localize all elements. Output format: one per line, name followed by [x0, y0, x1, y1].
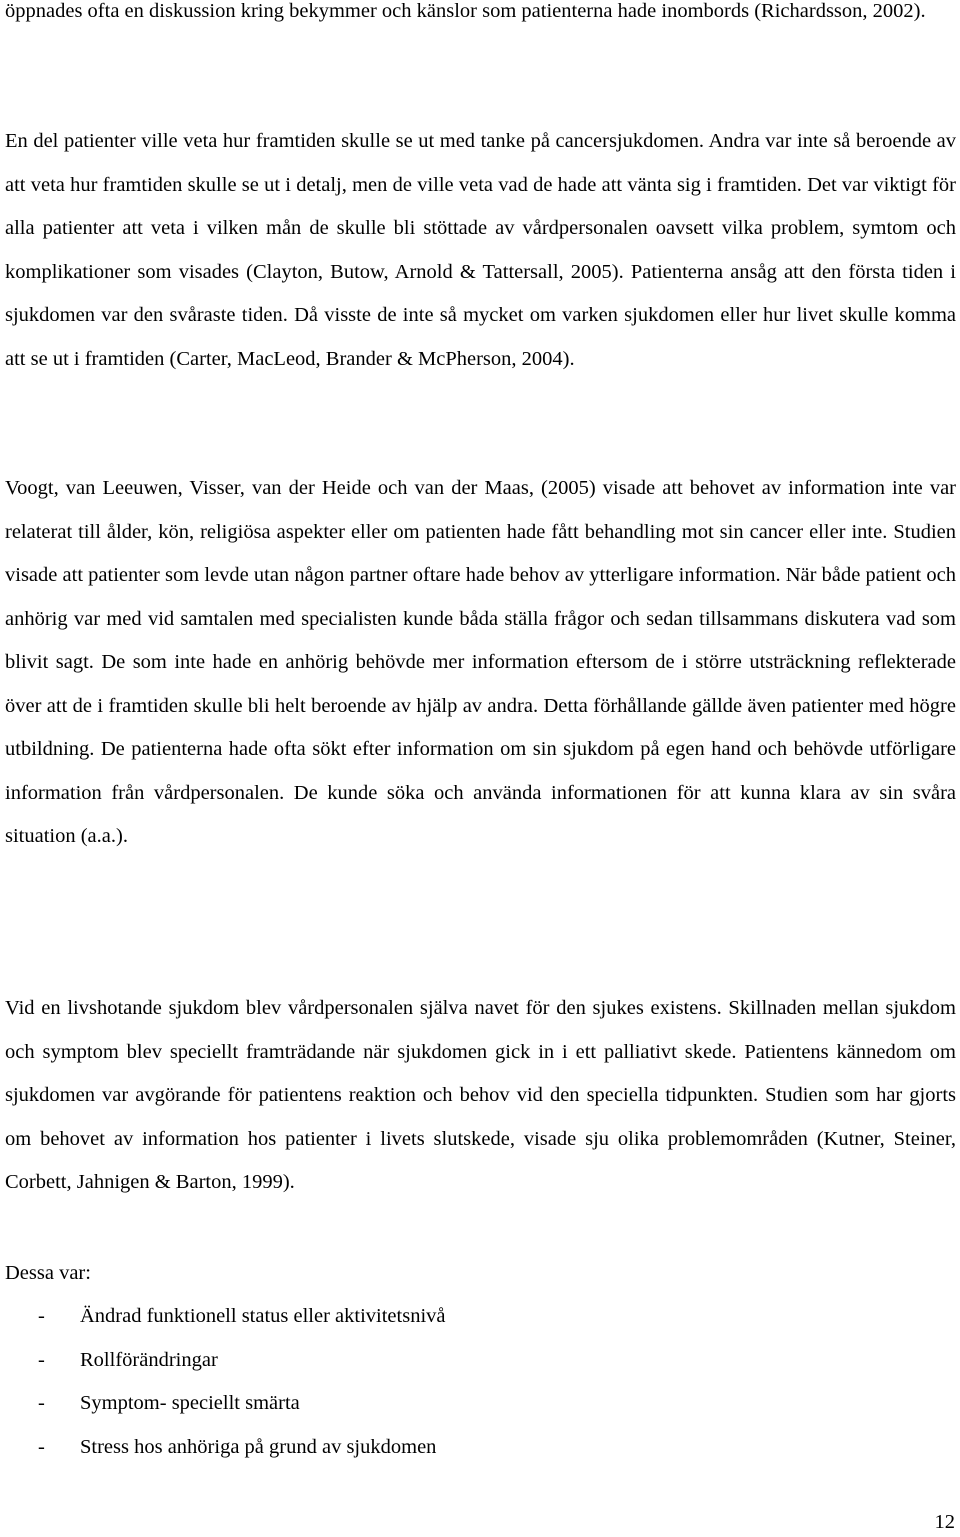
list-item: [0, 1382, 446, 1426]
list-item-text: Rollförändringar: [80, 1348, 218, 1371]
list-dash: -: [38, 1392, 45, 1414]
paragraph-life-threatening-illness: Vid en livshotande sjukdom blev vårdpersonalen själva navet för den sjukes existens. Skillnaden mellan sjukdom och symptom blev speciellt framträdande när sjukdomen gick in i ett palliativt skede. Patientens kännedom om sjukdomen var avgörande för patientens reaktion och behov vid den speciella tidpunkten. Studien som har gjorts om behovet av information hos patienter i livets slutskede, visade sju olika problemområden (Kutner, Steiner, Corbett, Jahnigen & Barton, 1999).: [5, 997, 956, 1193]
paragraph-information-needs: Voogt, van Leeuwen, Visser, van der Heide och van der Maas, (2005) visade att behovet av information inte var relaterat till ålder, kön, religiösa aspekter eller om patienten hade fått behandling mot sin cancer eller inte. Studien visade att patienter som levde utan någon partner oftare hade behov av ytterligare information. När både patient och anhörig var med vid samtalen med specialisten kunde båda ställa frågor och sedan tillsammans diskutera vad som blivit sagt. De som inte hade en anhörig behövde mer information eftersom de i större utsträckning reflekterade över att de i framtiden skulle bli helt beroende av hjälp av andra. Detta förhållande gällde även patienter med högre utbildning. De patienterna hade ofta sökt efter information om sin sjukdom på egen hand och behövde utförligare information från vårdpersonalen. De kunde söka och använda informationen för att kunna klara av sin svåra situation (a.a.).: [5, 477, 956, 847]
list-item-text: Symptom- speciellt smärta: [80, 1392, 300, 1414]
list-dash: -: [38, 1305, 45, 1327]
list-intro: Dessa var:: [5, 1262, 91, 1284]
list-item-text: Stress hos anhöriga på grund av sjukdomen: [80, 1435, 437, 1458]
list-dash: -: [38, 1435, 45, 1458]
list-item: [0, 1295, 446, 1339]
list-item: [0, 1426, 446, 1470]
paragraph-future-outlook: En del patienter ville veta hur framtiden skulle se ut med tanke på cancersjukdomen. Andra var inte så beroende av att veta hur framtiden skulle se ut i detalj, men de ville veta vad de hade att vänta sig i framtiden. Det var viktigt för alla patienter att veta i vilken mån de skulle bli stöttade av vårdpersonalen oavsett vilka problem, symtom och komplikationer som visades (Clayton, Butow, Arnold & Tattersall, 2005). Patienterna ansåg att den första tiden i sjukdomen var den svåraste tiden. Då visste de inte så mycket om varken sjukdomen eller hur livet skulle komma att se ut i framtiden (Carter, MacLeod, Brander & McPherson, 2004).: [5, 130, 956, 370]
page-number: 12: [934, 1511, 955, 1533]
list-item: [0, 1339, 446, 1383]
paragraph-continuation: öppnades ofta en diskussion kring bekymmer och känslor som patienterna hade inombords (Richardsson, 2002).: [5, 0, 926, 22]
list-item-text: Ändrad funktionell status eller aktivitetsnivå: [80, 1305, 446, 1327]
problem-areas-list: [0, 1295, 446, 1469]
list-dash: -: [38, 1348, 45, 1371]
